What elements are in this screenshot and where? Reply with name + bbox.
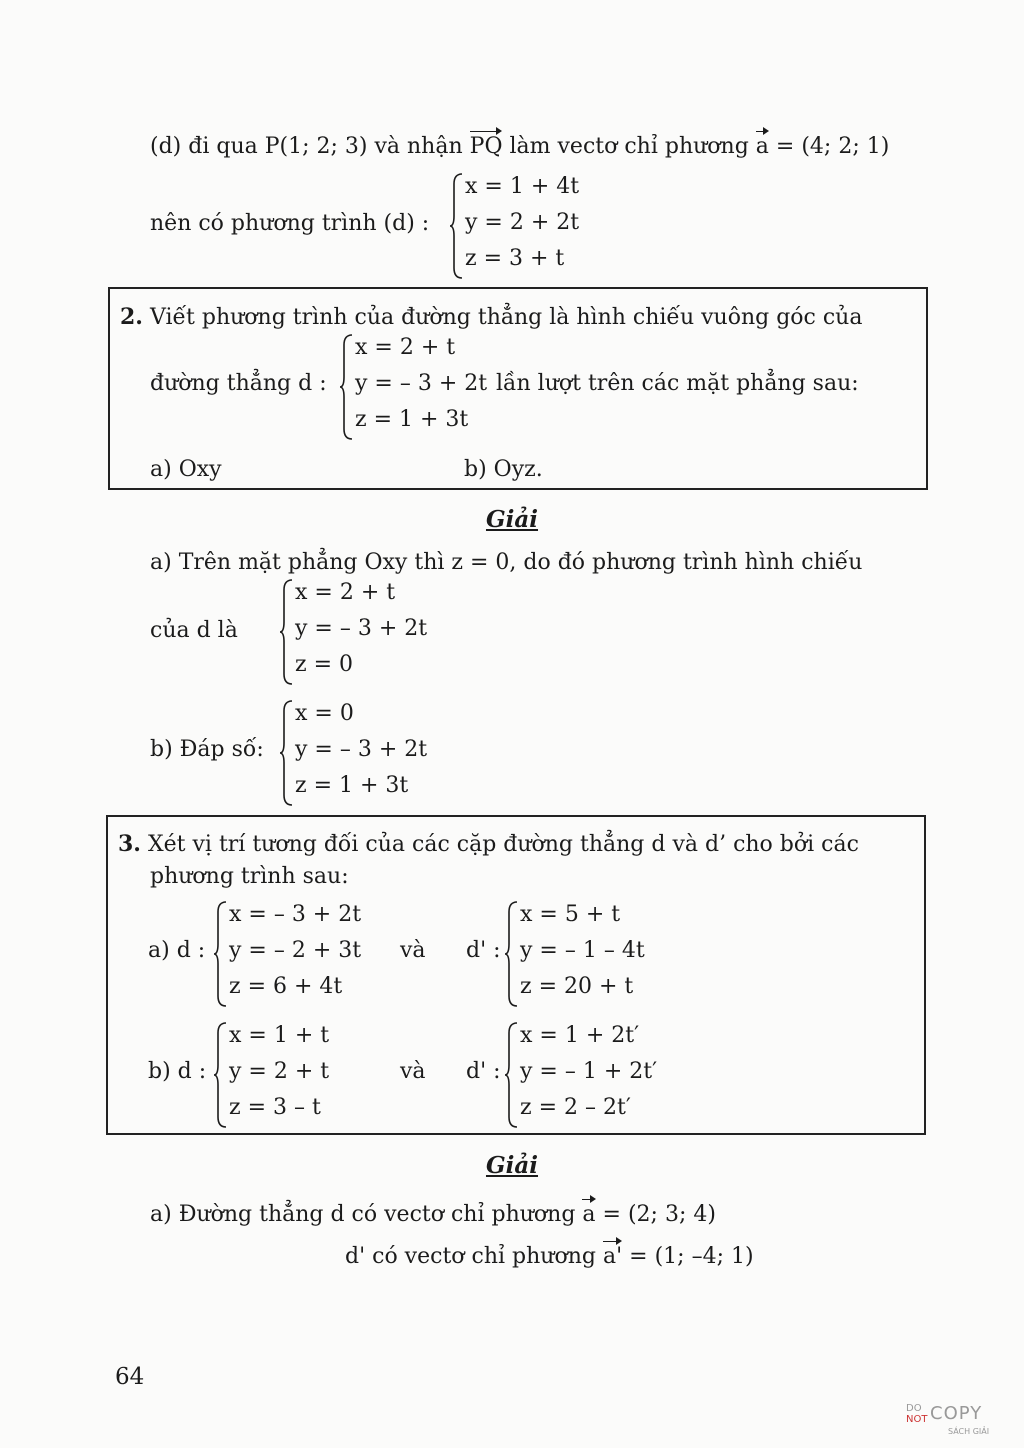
direction-vector-line (150, 128, 889, 162)
problem-text: Xét vị trí tương đối của các cặp đường thẳng d và d’ cho bởi các (147, 832, 859, 857)
system-3b-dprime (505, 1021, 675, 1129)
eq-y: y = 2 + t (229, 1059, 330, 1084)
part-a-dprime-label: d' : (466, 938, 501, 963)
eq-x: x = 2 + t (295, 580, 396, 605)
text-prefix: a) Đường thẳng d có vectơ chỉ phương (150, 1202, 576, 1227)
eq-z: z = 1 + 3t (355, 407, 469, 432)
problem-3-statement (118, 829, 859, 860)
system-d (450, 172, 600, 280)
eq-y: y = – 3 + 2t (295, 616, 428, 641)
part-b-and: và (400, 1059, 426, 1084)
equation-d-intro: nên có phương trình (d) : (150, 211, 430, 236)
eq-y: y = – 2 + 3t (229, 938, 362, 963)
text-suffix: = (1; –4; 1) (629, 1244, 754, 1269)
brace-icon (214, 900, 228, 1008)
system-solution-2b (280, 699, 440, 807)
system-3a-d (214, 900, 384, 1008)
text-suffix: = (2; 3; 4) (602, 1202, 716, 1227)
eq-z: z = 6 + 4t (229, 974, 343, 999)
text-prefix: d' có vectơ chỉ phương (345, 1244, 596, 1269)
system-problem-2 (340, 333, 500, 441)
problem-number: 2. (120, 304, 143, 330)
problem-2-statement (120, 302, 862, 333)
eq-y: y = 2 + 2t (465, 210, 580, 235)
vector-a: a (582, 1196, 595, 1230)
eq-x: x = 0 (295, 701, 354, 726)
option-b: b) Oyz. (464, 457, 543, 482)
vector-pq: PQ (470, 128, 503, 162)
system-solution-2a (280, 578, 440, 686)
solution-heading: Giải (485, 506, 539, 533)
solution-2a-text: a) Trên mặt phẳng Oxy thì z = 0, do đó phương trình hình chiếu (150, 550, 863, 575)
eq-z: z = 2 – 2t′ (520, 1095, 631, 1120)
solution-2b-label: b) Đáp số: (150, 737, 264, 762)
brace-icon (280, 699, 294, 807)
watermark-logo (906, 1404, 1006, 1438)
eq-x: x = – 3 + 2t (229, 902, 362, 927)
solution-2a-label: của d là (150, 618, 238, 643)
brace-icon (280, 578, 294, 686)
brace-icon (340, 333, 354, 441)
part-a-and: và (400, 938, 426, 963)
eq-z: z = 1 + 3t (295, 773, 409, 798)
brace-icon (505, 1021, 519, 1129)
eq-z: z = 0 (295, 652, 354, 677)
watermark-line1: DO (906, 1403, 922, 1414)
eq-x: x = 1 + 2t′ (520, 1023, 640, 1048)
eq-y: y = – 3 + 2t (295, 737, 428, 762)
problem-number: 3. (118, 831, 141, 857)
problem-2-line-d: đường thẳng d : (150, 371, 327, 396)
eq-y: y = – 1 – 4t (520, 938, 645, 963)
watermark-word: COPY (930, 1403, 983, 1424)
eq-z: z = 3 + t (465, 246, 565, 271)
eq-y: y = – 3 + 2t (355, 371, 488, 396)
problem-3-statement-line2: phương trình sau: (150, 864, 349, 889)
part-b-label: b) d : (148, 1059, 207, 1084)
vector-a-prime: a' (603, 1238, 622, 1272)
brace-icon (450, 172, 464, 280)
eq-z: z = 20 + t (520, 974, 634, 999)
problem-text: Viết phương trình của đường thẳng là hình chiếu vuông góc của (149, 305, 863, 330)
eq-x: x = 1 + 4t (465, 174, 580, 199)
part-a-label: a) d : (148, 938, 206, 963)
watermark-brand: SÁCH GIẢI (948, 1427, 990, 1436)
solution-heading-2: Giải (485, 1152, 539, 1179)
part-b-dprime-label: d' : (466, 1059, 501, 1084)
vector-a: a (756, 128, 769, 162)
solution-3-line2 (345, 1238, 754, 1272)
problem-2-line-suffix: lần lượt trên các mặt phẳng sau: (496, 371, 859, 396)
brace-icon (214, 1021, 228, 1129)
eq-x: x = 2 + t (355, 335, 456, 360)
text-suffix: = (4; 2; 1) (775, 134, 890, 159)
watermark-line2: NOT (906, 1414, 928, 1425)
system-3b-d (214, 1021, 384, 1129)
page-number: 64 (115, 1364, 145, 1390)
eq-z: z = 3 – t (229, 1095, 321, 1120)
brace-icon (505, 900, 519, 1008)
text-mid: làm vectơ chỉ phương (509, 134, 749, 159)
system-3a-dprime (505, 900, 675, 1008)
option-a: a) Oxy (150, 457, 222, 482)
solution-3-line1 (150, 1196, 716, 1230)
text-prefix: (d) đi qua P(1; 2; 3) và nhận (150, 134, 463, 159)
eq-x: x = 5 + t (520, 902, 621, 927)
eq-x: x = 1 + t (229, 1023, 330, 1048)
eq-y: y = – 1 + 2t′ (520, 1059, 658, 1084)
